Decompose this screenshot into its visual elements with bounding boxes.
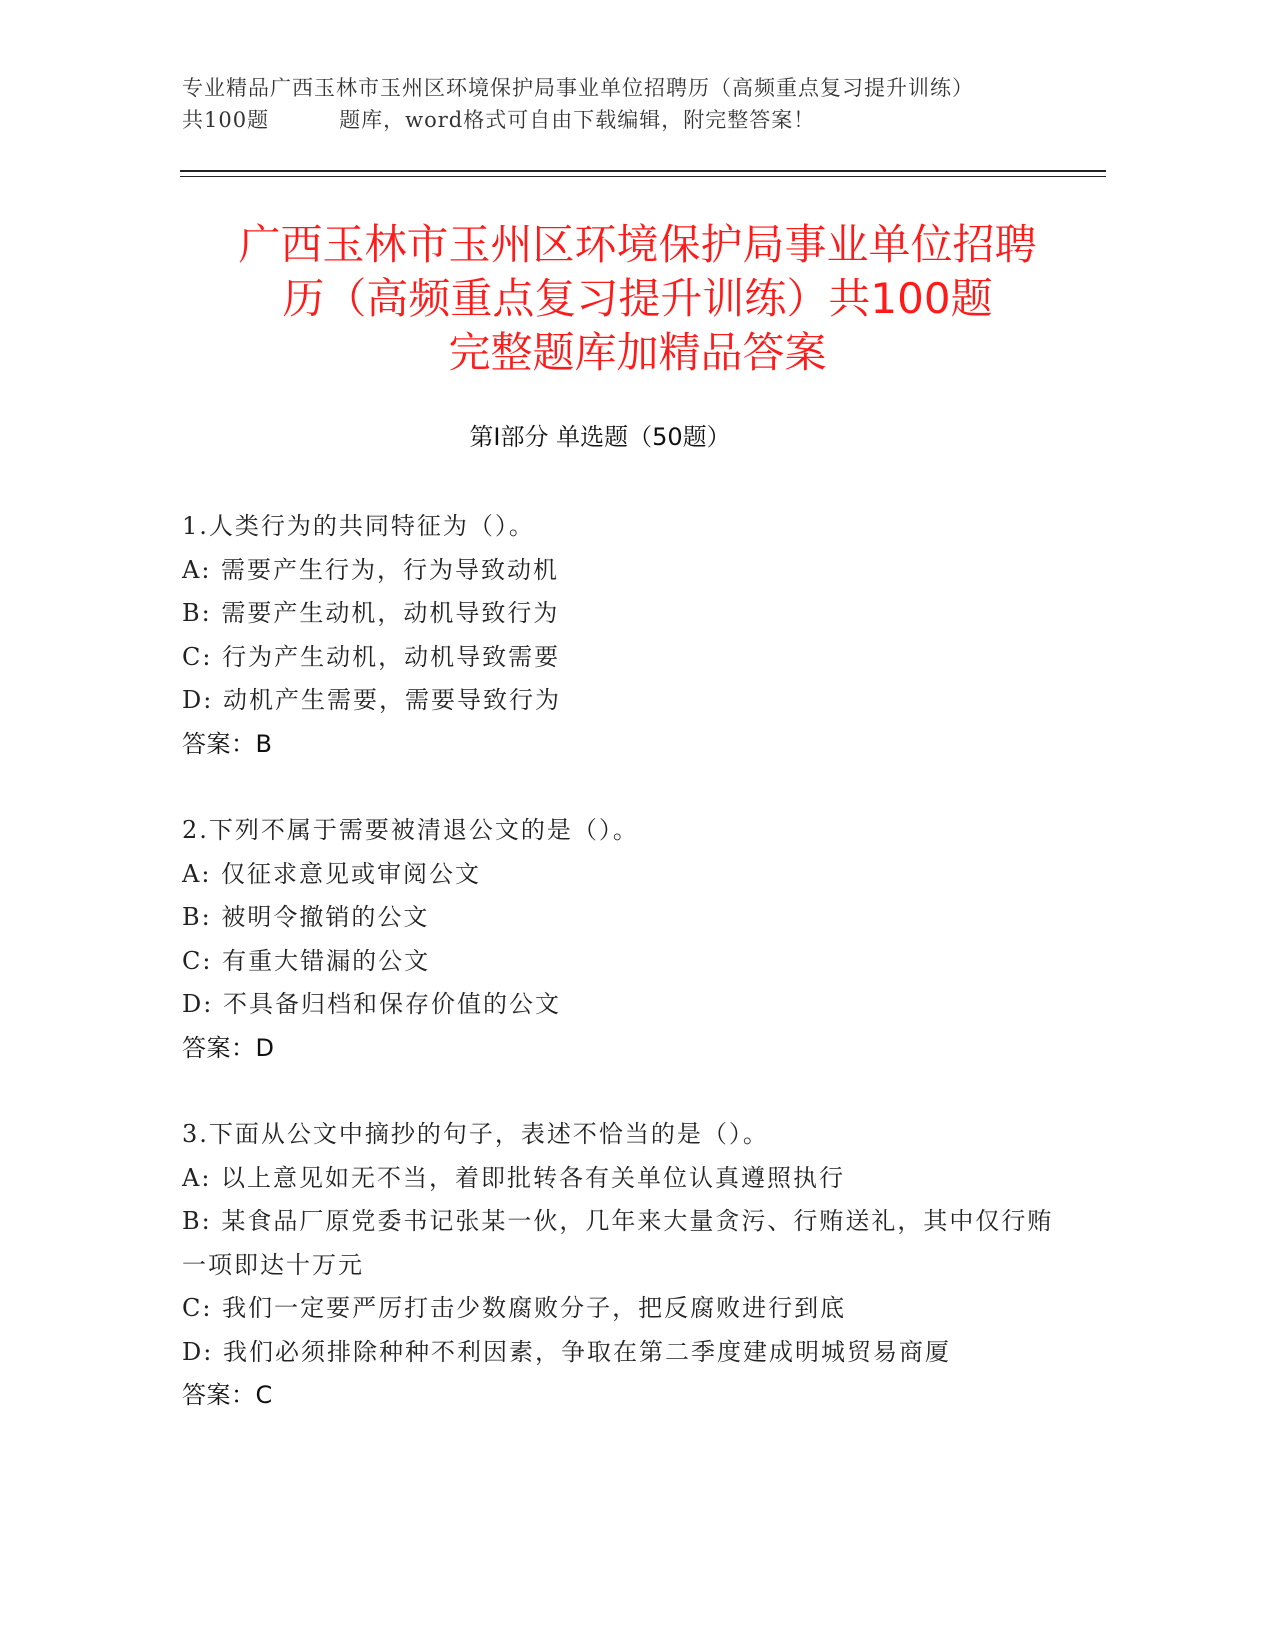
question-stem: 2.下列不属于需要被清退公文的是（）。 — [182, 816, 639, 844]
document-header — [182, 72, 1062, 136]
answer: 答案：C — [182, 1381, 273, 1409]
question-3 — [182, 1113, 1062, 1418]
option-d: D: 我们必须排除种种不利因素，争取在第二季度建成明城贸易商厦 — [182, 1337, 951, 1366]
section-heading: 第Ⅰ部分 单选题（50题） — [469, 423, 731, 451]
option-d: D: 动机产生需要，需要导致行为 — [182, 686, 561, 714]
option-b: B: 某食品厂原党委书记张某一伙，几年来大量贪污、行贿送礼，其中仅行贿一项即达十万元 — [182, 1207, 1054, 1279]
title-line-2: 历（高频重点复习提升训练）共100题 — [282, 274, 993, 323]
option-d: D: 不具备归档和保存价值的公文 — [182, 990, 561, 1018]
option-b: B: 被明令撤销的公文 — [182, 903, 430, 931]
header-divider-thin — [180, 176, 1106, 177]
option-c: C: 行为产生动机，动机导致需要 — [182, 642, 561, 671]
option-b: B: 需要产生动机，动机导致行为 — [182, 599, 560, 627]
question-2 — [182, 809, 1062, 1070]
answer: 答案：D — [182, 1033, 275, 1062]
option-a: A: 需要产生行为，行为导致动机 — [182, 555, 560, 584]
header-question-count: 共100题 — [182, 108, 270, 132]
title-line-1: 广西玉林市玉州区环境保护局事业单位招聘 — [238, 220, 1037, 269]
question-stem: 3.下面从公文中摘抄的句子，表述不恰当的是（）。 — [182, 1120, 769, 1148]
option-c: C: 有重大错漏的公文 — [182, 946, 431, 975]
question-stem: 1.人类行为的共同特征为（）。 — [182, 512, 535, 540]
option-a: A: 以上意见如无不当，着即批转各有关单位认真遵照执行 — [182, 1163, 846, 1192]
document-title — [130, 218, 1145, 380]
question-1 — [182, 505, 1062, 766]
question-list — [182, 505, 1062, 1461]
option-c: C: 我们一定要严厉打击少数腐败分子，把反腐败进行到底 — [182, 1294, 847, 1322]
header-line-1: 专业精品广西玉林市玉州区环境保护局事业单位招聘历（高频重点复习提升训练） — [182, 76, 974, 100]
answer: 答案：B — [182, 729, 273, 758]
header-divider-thick — [180, 170, 1106, 172]
option-a: A: 仅征求意见或审阅公文 — [182, 859, 482, 888]
header-description: 题库，word格式可自由下载编辑，附完整答案！ — [339, 108, 816, 132]
title-line-3: 完整题库加精品答案 — [448, 328, 827, 377]
header-line-2 — [182, 104, 1062, 136]
